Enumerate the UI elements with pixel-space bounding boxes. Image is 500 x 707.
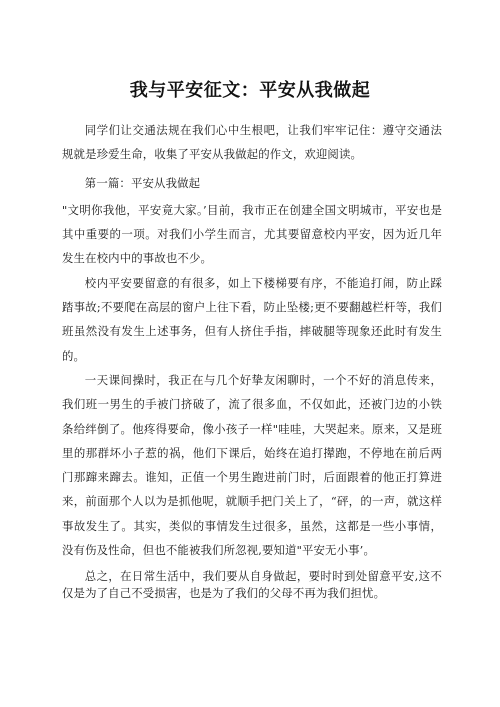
body-paragraph: 一天课间操时，我正在与几个好挚友闲聊时，一个不好的消息传来，我们班一男生的手被门挤破了，流了很多血，不仅如此，还被门边的小铁条给绊倒了。他疼得要命，像小孩子一样"哇哇，大哭起来。原来，又是班里的那群坏小子惹的祸，他们下课后，始终在追打撵跑，不停地在前后两门那蹿来蹿去。谁知，正值一个男生跑进前门时，后面跟着的他正打算进来，前面那个人以为是抓他呢，就顺手把门关上了，“砰，的一声，就这样事故发生了。其实，类似的事情发生过很多，虽然，这都是一些小事情，没有伤及性命，但也不能被我们所忽视,要知道"平安无小事’。: [62, 372, 442, 558]
document-body: [62, 118, 442, 602]
intro-paragraph: 同学们让交通法规在我们心中生根吧，让我们牢牢记住：遵守交通法规就是珍爱生命，收集了平安从我做起的作文，欢迎阅读。: [62, 123, 442, 162]
document-title: 我与平安征文：平安从我做起: [129, 80, 371, 101]
conclusion-paragraph: 总之，在日常生活中，我们要从自身做起，要时时到处留意平安,这不仅是为了自己不受损害，也是为了我们的父母不再为我们担忧。: [62, 569, 442, 601]
section-heading: 第一篇：平安从我做起: [84, 175, 201, 190]
body-paragraph: 校内平安要留意的有很多，如上下楼梯要有序，不能追打闹，防止踩踏事故;不要爬在高层的窗户上往下看，防止坠楼;更不要翻越栏杆等，我们班虽然没有发生上述事务，但有人挤住手指，摔破腿等现象还此时有发生的。: [62, 275, 442, 363]
body-paragraph: "文明你我他，平安竟大家。’目前，我市正在创建全国文明城市，平安也是其中重要的一项。对我们小学生而言，尤其要留意校内平安，因为近几年发生在校内中的事故也不少。: [62, 202, 442, 266]
